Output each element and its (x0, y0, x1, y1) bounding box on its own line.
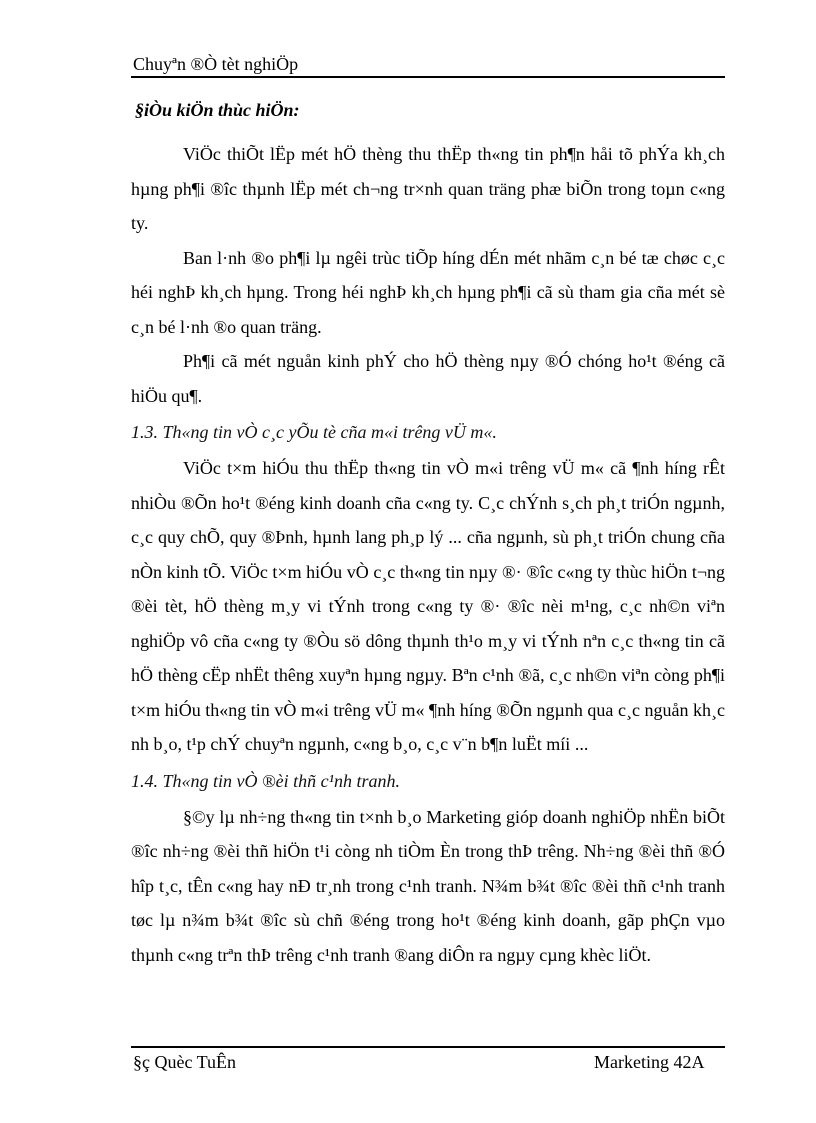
footer-class: Marketing 42A (594, 1052, 705, 1072)
header-title: Chuyªn ®Ò tèt nghiÖp (133, 54, 299, 74)
paragraph: §©y lµ nh÷ng th«ng tin t×nh b¸o Marketing gióp doanh nghiÖp nhËn biÕt ®îc nh÷ng ®èi thñ hiÖn t¹i còng nh tiÒm Èn trong thÞ trêng. Nh÷ng ®èi thñ ®Ó hîp t¸c, tÊn c«ng hay nÐ tr¸nh trong c¹nh tranh. N¾m b¾t ®îc ®èi thñ c¹nh tranh tøc lµ n¾m b¾t ®îc sù chñ ®éng trong ho¹t ®éng kinh doanh, gãp phÇn vµo thµnh c«ng trªn thÞ trêng c¹nh tranh ®ang diÔn ra ngµy cµng khèc liÖt. (131, 806, 725, 965)
paragraph: Ph¶i cã mét nguån kinh phÝ cho hÖ thèng nµy ®Ó chóng ho¹t ®éng cã hiÖu qu¶. (131, 351, 725, 406)
section-heading-1-4: 1.4. Th«ng tin vÒ ®èi thñ c¹nh tranh. (131, 770, 401, 791)
footer-author: §ç Quèc TuÊn (133, 1052, 236, 1072)
subheading: §iÒu kiÖn thùc hiÖn: (135, 100, 300, 120)
header-divider (131, 76, 725, 78)
page-body (131, 100, 725, 972)
footer-divider (131, 1046, 725, 1048)
paragraph: ViÖc t×m hiÓu thu thËp th«ng tin vÒ m«i trêng vÜ m« cã ¶nh híng rÊt nhiÒu ®Õn ho¹t ®éng kinh doanh cña c«ng ty. C¸c chÝnh s¸ch ph¸t triÓn ngµnh, c¸c quy chÕ, quy ®Þnh, hµnh lang ph¸p lý ... cña ngµnh, sù ph¸t triÓn chung cña nÒn kinh tÕ. ViÖc t×m hiÓu vÒ c¸c th«ng tin nµy ®· ®îc c«ng ty thùc hiÖn t¬ng ®èi tèt, hÖ thèng m¸y vi tÝnh trong c«ng ty ®· ®îc nèi m¹ng, c¸c nh©n viªn nghiÖp vô cña c«ng ty ®Òu sö dông thµnh th¹o m¸y vi tÝnh nªn c¸c th«ng tin cã hÖ thèng cËp nhËt thêng xuyªn hµng ngµy. Bªn c¹nh ®ã, c¸c nh©n viªn còng ph¶i t×m hiÓu th«ng tin vÒ m«i trêng vÜ m« ¶nh híng ®Õn ngµnh qua c¸c nguån kh¸c nh b¸o, t¹p chÝ chuyªn ngµnh, c«ng b¸o, c¸c v¨n b¶n luËt míi ... (131, 458, 725, 754)
paragraph: Ban l·nh ®o ph¶i lµ ngêi trùc tiÕp híng dÉn mét nhãm c¸n bé tæ chøc c¸c héi nghÞ kh¸ch hµng. Trong héi nghÞ kh¸ch hµng ph¶i cã sù tham gia cña mét sè c¸n bé l·nh ®o quan träng. (131, 247, 725, 337)
paragraph: ViÖc thiÕt lËp mét hÖ thèng thu thËp th«ng tin ph¶n håi tõ phÝa kh¸ch hµng ph¶i ®îc thµnh lËp mét ch¬ng tr×nh quan träng phæ biÕn trong toµn c«ng ty. (131, 144, 725, 233)
section-heading-1-3: 1.3. Th«ng tin vÒ c¸c yÕu tè cña m«i trêng vÜ m«. (131, 422, 497, 442)
